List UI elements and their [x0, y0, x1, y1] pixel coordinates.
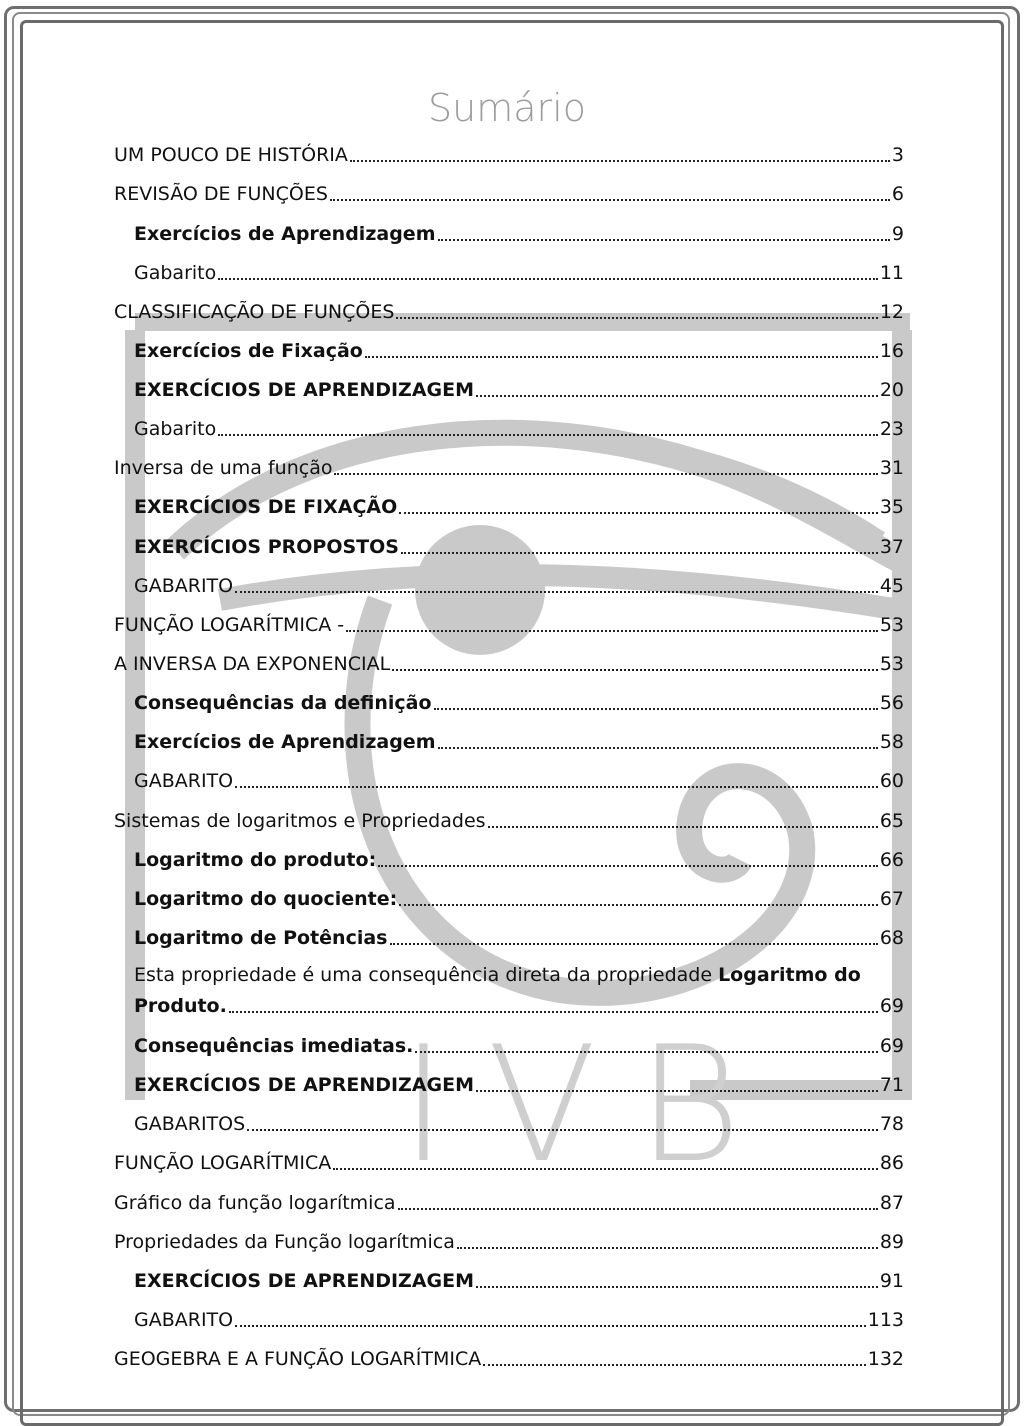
toc-entry-wrapped-line1[interactable] [134, 963, 904, 987]
toc-entry-page: 9 [891, 223, 904, 245]
toc-entry-page: 71 [879, 1074, 904, 1096]
toc-entry[interactable] [134, 728, 904, 754]
dot-leader [334, 473, 877, 475]
toc-entry[interactable] [134, 533, 904, 559]
toc-entry[interactable] [114, 1345, 904, 1371]
toc-entry-title: Exercícios de Fixação [134, 340, 363, 362]
toc-entry-title: Inversa de uma função [114, 457, 333, 479]
toc-entry[interactable] [114, 454, 904, 480]
toc-entry-title: Gabarito [134, 418, 217, 440]
toc-entry-title: Consequências imediatas. [134, 1035, 414, 1057]
toc-entry-title: Logaritmo do quociente: [134, 888, 398, 910]
toc-entry-page: 3 [891, 144, 904, 166]
toc-entry[interactable] [134, 493, 904, 519]
dot-leader [330, 199, 890, 201]
toc-entry-title: GEOGEBRA E A FUNÇÃO LOGARÍTMICA [114, 1348, 482, 1370]
toc-entry-page: 68 [879, 927, 904, 949]
toc-entry-title: A INVERSA DA EXPONENCIAL [114, 653, 391, 675]
dot-leader [390, 943, 878, 945]
watermark-text: IVB [400, 1011, 782, 1198]
toc-entry-page: 78 [879, 1113, 904, 1135]
toc-entry-page: 31 [879, 457, 904, 479]
toc-entry[interactable] [134, 1306, 904, 1332]
dot-leader [235, 1325, 866, 1327]
toc-entry-title: CLASSIFICAÇÃO DE FUNÇÕES [114, 301, 395, 323]
toc-entry-title: GABARITO [134, 1309, 234, 1331]
toc-entry-title: EXERCÍCIOS DE FIXAÇÃO [134, 496, 398, 518]
toc-entry-page: 23 [879, 418, 904, 440]
dot-leader [396, 317, 877, 319]
dot-leader [476, 395, 878, 397]
dot-leader [434, 708, 878, 710]
dot-leader [229, 1011, 878, 1013]
dot-leader [399, 904, 878, 906]
dot-leader [218, 278, 878, 280]
toc-entry-page: 86 [879, 1152, 904, 1174]
dot-leader [476, 1286, 878, 1288]
dot-leader [438, 747, 878, 749]
toc-entry-title: REVISÃO DE FUNÇÕES [114, 183, 328, 205]
dot-leader [346, 630, 878, 632]
toc-entry-title: Consequências da definição [134, 692, 432, 714]
toc-entry[interactable] [114, 1189, 904, 1215]
toc-entry[interactable] [134, 767, 904, 793]
toc-entry-page: 12 [879, 301, 904, 323]
toc-entry-page: 53 [879, 614, 904, 636]
toc-entry-title: FUNÇÃO LOGARÍTMICA - [114, 614, 345, 636]
toc-entry[interactable] [134, 415, 904, 441]
toc-entry-page: 132 [867, 1348, 904, 1370]
dot-leader [378, 865, 878, 867]
dot-leader [365, 356, 878, 358]
toc-entry-title: Gabarito [134, 262, 217, 284]
toc-entry-title: Gráfico da função logarítmica [114, 1192, 396, 1214]
toc-entry-page: 91 [879, 1270, 904, 1292]
dot-leader [415, 1051, 877, 1053]
toc-entry-page: 35 [879, 496, 904, 518]
toc-entry-title: EXERCÍCIOS DE APRENDIZAGEM [134, 379, 475, 401]
toc-entry-page: 20 [879, 379, 904, 401]
dot-leader [483, 1364, 866, 1366]
toc-entry-page: 16 [879, 340, 904, 362]
toc-entry-title: Propriedades da Função logarítmica [114, 1231, 455, 1253]
dot-leader [398, 1208, 878, 1210]
toc-entry-title: GABARITOS [134, 1113, 246, 1135]
toc-entry-page: 89 [879, 1231, 904, 1253]
toc-entry-page: 69 [879, 995, 904, 1017]
toc-entry[interactable] [134, 1071, 904, 1097]
toc-entry-title: FUNÇÃO LOGARÍTMICA [114, 1152, 332, 1174]
toc-entry[interactable] [134, 259, 904, 285]
dot-leader [350, 160, 890, 162]
dot-leader [399, 512, 878, 514]
toc-entry-title: Produto. [134, 995, 227, 1017]
toc-entry-page: 45 [879, 575, 904, 597]
toc-entry[interactable] [114, 1149, 904, 1175]
toc-entry[interactable] [134, 992, 904, 1018]
toc-entry-page: 113 [867, 1309, 904, 1331]
dot-leader [235, 786, 878, 788]
toc-entry-title: GABARITO [134, 575, 234, 597]
toc-entry[interactable] [134, 1032, 904, 1058]
dot-leader [476, 1090, 878, 1092]
toc-entry-title: Exercícios de Aprendizagem [134, 223, 436, 245]
toc-entry-title: EXERCÍCIOS DE APRENDIZAGEM [134, 1074, 475, 1096]
toc-entry[interactable] [134, 1110, 904, 1136]
dot-leader [401, 552, 878, 554]
toc-entry-title: UM POUCO DE HISTÓRIA [114, 144, 348, 166]
toc-entry[interactable] [134, 846, 904, 872]
toc-entry[interactable] [134, 337, 904, 363]
toc-entry-title-bold-part: Logaritmo do [718, 964, 861, 986]
dot-leader [247, 1129, 878, 1131]
toc-entry-page: 58 [879, 731, 904, 753]
toc-entry-page: 6 [891, 183, 904, 205]
dot-leader [392, 669, 878, 671]
toc-entry[interactable] [114, 180, 904, 206]
page-title: Sumário [428, 86, 586, 130]
toc-entry-page: 67 [879, 888, 904, 910]
dot-leader [235, 591, 878, 593]
toc-entry-title: Sistemas de logaritmos e Propriedades [114, 810, 486, 832]
toc-entry-page: 56 [879, 692, 904, 714]
toc-entry-page: 66 [879, 849, 904, 871]
dot-leader [438, 239, 890, 241]
dot-leader [488, 826, 878, 828]
toc-entry[interactable] [134, 572, 904, 598]
toc-entry[interactable] [114, 807, 904, 833]
toc-entry[interactable] [134, 885, 904, 911]
toc-entry-title: EXERCÍCIOS PROPOSTOS [134, 536, 399, 558]
toc-entry-title: EXERCÍCIOS DE APRENDIZAGEM [134, 1270, 475, 1292]
toc-entry[interactable] [134, 1267, 904, 1293]
toc-entry-page: 69 [879, 1035, 904, 1057]
toc-entry-page: 11 [879, 262, 904, 284]
toc-entry-page: 65 [879, 810, 904, 832]
toc-entry-page: 87 [879, 1192, 904, 1214]
toc-entry-page: 53 [879, 653, 904, 675]
toc-entry[interactable] [114, 611, 904, 637]
toc-entry-title: Logaritmo de Potências [134, 927, 388, 949]
toc-entry-page: 60 [879, 770, 904, 792]
toc-entry-title: Exercícios de Aprendizagem [134, 731, 436, 753]
toc-entry[interactable] [134, 924, 904, 950]
toc-entry[interactable] [134, 376, 904, 402]
toc-entry[interactable] [114, 650, 904, 676]
toc-entry-title: Logaritmo do produto: [134, 849, 377, 871]
toc-entry-page: 37 [879, 536, 904, 558]
toc-entry[interactable] [134, 689, 904, 715]
toc-entry[interactable] [134, 220, 904, 246]
toc-entry-title-part: Esta propriedade é uma consequência direta da propriedade [134, 964, 719, 986]
toc-entry[interactable] [114, 141, 904, 167]
toc-entry[interactable] [114, 298, 904, 324]
dot-leader [218, 434, 878, 436]
toc-entry-title: GABARITO [134, 770, 234, 792]
dot-leader [457, 1247, 878, 1249]
dot-leader [333, 1168, 878, 1170]
toc-entry[interactable] [114, 1228, 904, 1254]
